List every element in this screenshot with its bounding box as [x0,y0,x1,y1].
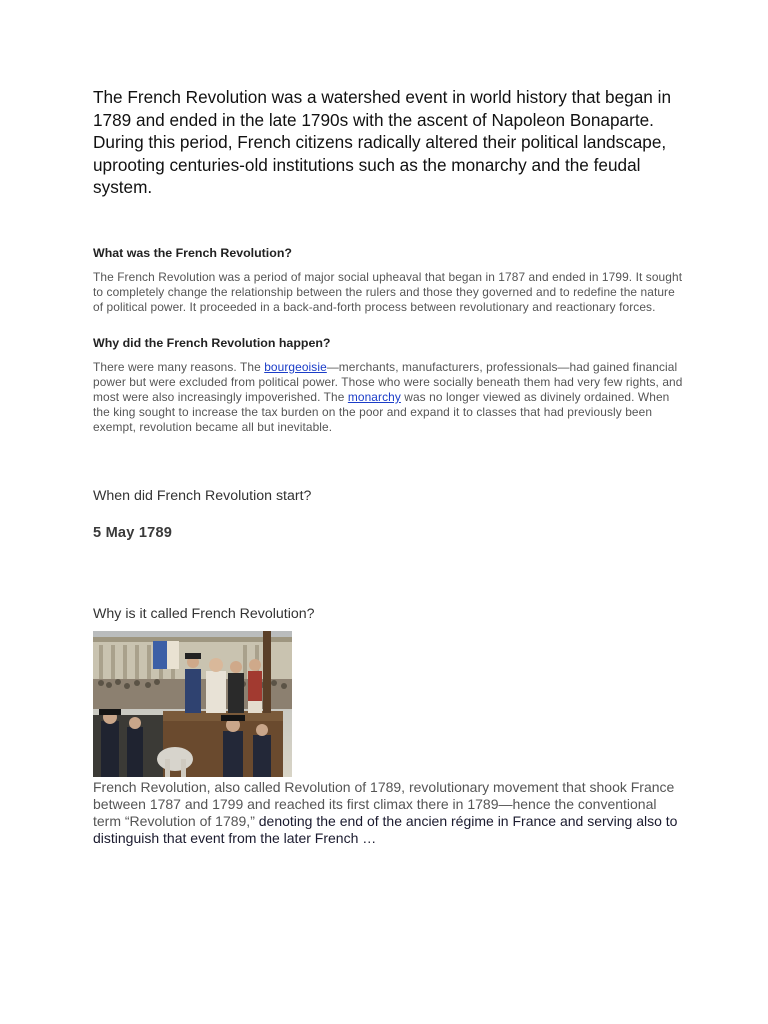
image-caption [93,779,683,847]
section-heading-why: Why did the French Revolution happen? [93,335,331,350]
answer-date: 5 May 1789 [93,524,173,541]
caption-text-dark: denoting the end of the ancien régime in France and serving also to distinguish that event from the later French … [93,812,678,846]
body-text-span: was no longer viewed as divinely ordained. When the king sought to increase the tax burden on the poor and expand it to classes that had previously been exempt, revolution became all but inevitable. [93,389,670,434]
document-page [93,86,683,847]
intro-paragraph: The French Revolution was a watershed event in world history that began in 1789 and ended in the late 1790s with the ascent of Napoleon Bonaparte. During this period, French citizens radically altered their political landscape, uprooting centuries-old institutions such as the monarchy and the feudal system. [93,87,672,198]
body-text-span: —merchants, manufacturers, professionals—had gained financial power but were excluded from political power. Those who were socially beneath them had very few rights, and most were also increasingly impoverished. The [93,359,683,404]
question-when: When did French Revolution start? [93,487,312,504]
question-why-called: Why is it called French Revolution? [93,605,315,622]
revolution-painting-image [93,631,292,777]
section-body-what: The French Revolution was a period of major social upheaval that began in 1787 and ended in 1799. It sought to completely change the relationship between the rulers and those they governed and to redefine the nature of political power. It proceeded in a back-and-forth process between revolutionary and reactionary forces. [93,269,683,314]
section-heading-what: What was the French Revolution? [93,245,292,260]
monarchy-link[interactable]: monarchy [347,389,401,404]
section-body-why [93,360,683,435]
body-text-span: There were many reasons. The [93,359,265,374]
caption-text: French Revolution, also called Revolution of 1789, revolutionary movement that shook France between 1787 and 1799 and reached its first climax there in 1789—hence the conventional term “Revolution of 1789,” [93,778,675,829]
bourgeoisie-link[interactable]: bourgeoisie [264,359,327,374]
